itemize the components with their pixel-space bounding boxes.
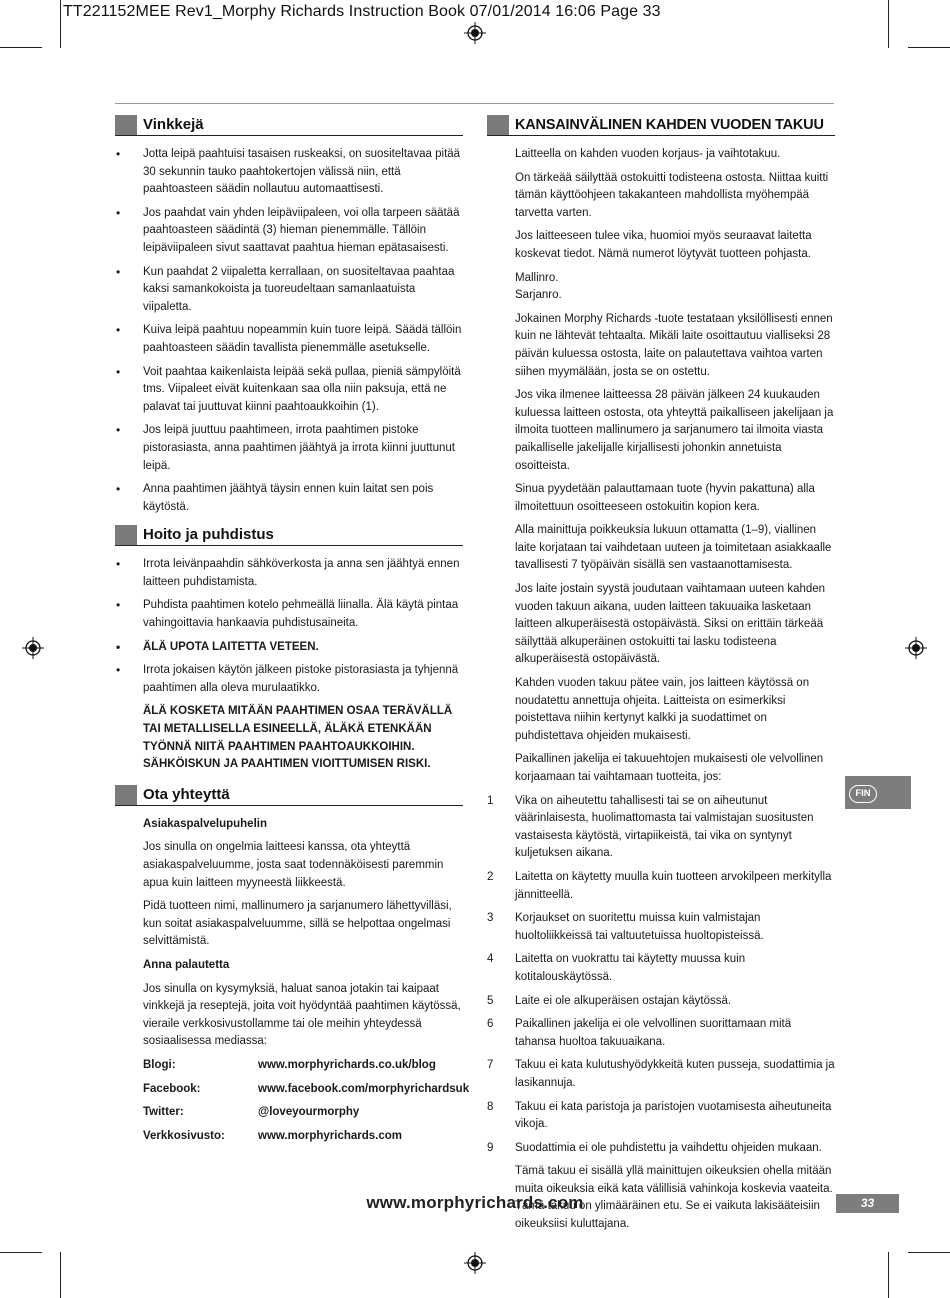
warning-text: ÄLÄ KOSKETA MITÄÄN PAAHTIMEN OSAA TERÄVÄLLÄ TAI METALLISELLA ESINEELLÄ, ÄLÄKÄ ETENKÄÄN TYÖNNÄ NIITÄ PAAHTIMEN PAAHTOAUKKOIHIN. SÄHKÖISKUN JA PAAHTIMEN VIOITTUMISEN RISKI. — [143, 705, 453, 771]
item-number: 5 — [487, 994, 494, 1007]
list-item — [487, 793, 835, 863]
registration-mark-icon — [22, 637, 44, 659]
paragraph: Jos laite jostain syystä joudutaan vaihtamaan uuteen kahden vuoden takuun aikana, uuden laitteen takuuaika lasketaan laitteen alkuperäisestä ostopäivästä. Siksi on erittäin tärkeää säilyttää alkuperäinen ostokuitti tai lasku todisteena alkuperäisestä ostopäivästä. — [515, 583, 826, 666]
item-text: Takuu ei kata paristoja ja paristojen vuotamisesta aiheutuneita vikoja. — [515, 1100, 832, 1131]
list-item — [487, 869, 835, 904]
print-header: TT221152MEE Rev1_Morphy Richards Instruction Book 07/01/2014 16:06 Page 33 — [63, 3, 661, 20]
contact-label: Facebook: — [143, 1082, 201, 1095]
list-item: • Kun paahdat 2 viipaletta kerrallaan, on suositeltavaa paahtaa kaksi samankokoista ja tuoreudeltaan samanlaatuista viipaletta. — [115, 264, 463, 317]
list-item — [487, 1016, 835, 1051]
item-text: Vika on aiheutettu tahallisesti tai se on aiheutunut väärinlaisesta, huolimattomasta tai valmistajan suositusten vastaisesta käytöstä, virtapiikeistä, tai vika on syntynyt kuljetuksen aikana. — [515, 794, 814, 860]
subheading: Anna palautetta — [143, 958, 230, 971]
paragraph: Paikallinen jakelija ei takuuehtojen mukaisesti ole velvollinen korjaamaan tai vaihtamaan tuotteita, jos: — [515, 753, 824, 783]
contact-link[interactable]: www.facebook.com/morphyrichardsuk — [258, 1082, 470, 1095]
registration-mark-icon — [905, 637, 927, 659]
list-item — [487, 993, 835, 1011]
tips-list — [115, 146, 463, 516]
crop-mark-right-h-bottom — [908, 1252, 950, 1253]
footer-url: www.morphyrichards.com — [366, 1193, 584, 1212]
contact-row-website — [143, 1128, 463, 1146]
list-item: • Irrota jokaisen käytön jälkeen pistoke pistorasiasta ja tyhjennä paahtimen alla oleva murulaatikko. — [115, 662, 463, 697]
contact-row-twitter — [143, 1104, 463, 1122]
section-header-vinkkeja — [115, 114, 463, 136]
subheading: Asiakaspalvelupuhelin — [143, 817, 267, 830]
paragraph: Jos vika ilmenee laitteessa 28 päivän jälkeen 24 kuukauden kuluessa laitteen ostosta, ota yhteyttä paikalliseen jakelijaan ja ilmoita tuotteen mallinumero ja sarjanumero tai ilmoita viasta paikalliselle jakelijalle kirjallisesti johonkin annetuista osoitteista. — [515, 389, 834, 472]
list-item: • Puhdista paahtimen kotelo pehmeällä liinalla. Älä käytä pintaa vahingoittavia hankaavia puhdistusaineita. — [115, 597, 463, 632]
paragraph: Tämä takuu ei sisällä yllä mainittujen oikeuksien ohella mitään muita oikeuksia eikä kata välillisiä vahinkoja koskevia vaateita. Tämä takuu on ylimääräinen etu. Se ei vaikuta lakisääteisiin oikeuksiisi kuluttajana. — [515, 1165, 833, 1231]
contact-label: Twitter: — [143, 1106, 184, 1119]
list-item: • ÄLÄ UPOTA LAITETTA VETEEN. — [115, 639, 463, 657]
model-number-label: Mallinro. — [515, 271, 559, 284]
paragraph: Jos sinulla on ongelmia laitteesi kanssa, ota yhteyttä asiakaspalveluumme, josta saat todennäköisesti paremmin apua kuin laitteen myyneestä liikkeestä. — [143, 841, 444, 889]
crop-mark-bottom-right — [888, 1252, 889, 1298]
list-item: • Jos leipä juuttuu paahtimeen, irrota paahtimen pistoke pistorasiasta, anna paahtimen jäähtyä ja irrota kiinni juuttunut leipä. — [115, 422, 463, 475]
section-header-warranty — [487, 114, 835, 136]
item-number: 8 — [487, 1100, 494, 1113]
item-number: 2 — [487, 870, 494, 883]
paragraph: Laitteella on kahden vuoden korjaus- ja vaihtotakuu. — [515, 148, 781, 160]
contact-section — [115, 816, 470, 1146]
list-item — [487, 951, 835, 986]
right-column — [487, 114, 835, 1240]
item-number: 6 — [487, 1018, 494, 1031]
crop-mark-left-h-bottom — [0, 1252, 42, 1253]
section-square-icon — [115, 115, 137, 135]
section-square-icon — [115, 785, 137, 805]
paragraph: Alla mainittuja poikkeuksia lukuun ottamatta (1–9), viallinen laite korjataan tai vaihdetaan uuteen ja toimitetaan asiakkaalle tavallisesti 7 työpäivän sisällä sen vastaanottamisesta. — [515, 524, 832, 572]
registration-mark-icon — [464, 1252, 486, 1274]
list-item: • Voit paahtaa kaikenlaista leipää sekä pullaa, pieniä sämpylöitä tms. Viipaleet eivät kuitenkaan saa olla niin paksuja, että ne palavat tai juuttuvat kiinni paahtoaukkoihin (1). — [115, 364, 463, 417]
list-item — [487, 1140, 835, 1158]
item-text: Paikallinen jakelija ei ole velvollinen suorittamaan mitä tahansa huoltoa takuuaikana. — [515, 1018, 792, 1048]
item-number: 7 — [487, 1059, 494, 1072]
paragraph: Kahden vuoden takuu pätee vain, jos laitteen käytössä on noudatettu annettuja ohjeita. Laitteista on esimerkiksi poistettava niihin kertynyt kalkki ja suodattimet on puhdistettava ohjeiden mukaisesti. — [515, 677, 810, 742]
paragraph: Jos sinulla on kysymyksiä, haluat sanoa jotakin tai kaipaat vinkkejä ja reseptejä, joita voit hyödyntää paahtimen käytössä, vieraile verkkosivustollamme tai ole meihin yhteydessä sosiaalisessa mediassa: — [143, 982, 461, 1048]
item-number: 3 — [487, 912, 494, 925]
item-text: Korjaukset on suoritettu muissa kuin valmistajan huoltoliikkeissä tai valtuutetuissa huoltopisteissä. — [515, 912, 764, 942]
item-number: 9 — [487, 1141, 494, 1154]
section-header-ota — [115, 784, 463, 806]
section-title: Hoito ja puhdistus — [143, 526, 274, 544]
serial-number-label: Sarjanro. — [515, 289, 562, 302]
exceptions-list — [487, 793, 835, 1158]
item-text: Laitetta on käytetty muulla kuin tuotteen arvokilpeen merkitylla jännitteellä. — [515, 870, 832, 901]
section-title: KANSAINVÄLINEN KAHDEN VUODEN TAKUU — [515, 117, 824, 133]
paragraph: Pidä tuotteen nimi, mallinumero ja sarjanumero lähettyvilläsi, kun soitat asiakaspalveluumme, sillä se helpottaa ongelmasi selvittämistä. — [143, 900, 452, 948]
paragraph: Sinua pyydetään palauttamaan tuote (hyvin pakattuna) alla ilmoitettuun osoitteeseen ostokuitin kopion kera. — [515, 483, 815, 513]
section-square-icon — [115, 525, 137, 545]
crop-mark-top-right — [888, 0, 889, 48]
list-item: • Jos paahdat vain yhden leipäviipaleen, voi olla tarpeen säätää paahtoasteen säädintä (3) hieman pienemmälle. Tällöin leipäviipaleen sivut saattavat paahtua hieman epätasaisesti. — [115, 205, 463, 258]
contact-link[interactable]: www.morphyrichards.co.uk/blog — [258, 1058, 436, 1071]
contact-label: Verkkosivusto: — [143, 1129, 225, 1142]
crop-mark-top-left — [60, 0, 61, 48]
item-text: Laite ei ole alkuperäisen ostajan käytössä. — [515, 994, 732, 1007]
item-text: Takuu ei kata kulutushyödykkeitä kuten pusseja, suodattimia ja lasikannuja. — [515, 1059, 835, 1089]
list-item: • Anna paahtimen jäähtyä täysin ennen kuin laitat sen pois käytöstä. — [115, 481, 463, 516]
list-item — [487, 910, 835, 945]
contact-label: Blogi: — [143, 1058, 176, 1071]
language-tab — [845, 776, 911, 809]
item-number: 4 — [487, 953, 494, 966]
section-square-icon — [487, 115, 509, 135]
top-rule — [115, 103, 834, 104]
contact-row-blog — [143, 1057, 463, 1075]
crop-mark-left-h — [0, 47, 42, 48]
crop-mark-right-h — [908, 47, 950, 48]
crop-mark-bottom-left — [60, 1252, 61, 1298]
contact-link[interactable]: www.morphyrichards.com — [258, 1129, 402, 1142]
section-header-hoito — [115, 524, 463, 546]
care-list — [115, 556, 463, 697]
paragraph: Jos laitteeseen tulee vika, huomioi myös seuraavat laitetta koskevat tiedot. Nämä numerot löytyvät tuotteen pohjasta. — [515, 230, 812, 260]
item-number: 1 — [487, 794, 494, 807]
registration-mark-icon — [464, 22, 486, 44]
paragraph: Jokainen Morphy Richards -tuote testataan yksilöllisesti ennen kuin ne lähtevät tehtaalta. Mikäli laite osoittautuu vialliseksi 28 päivän kuluessa ostosta, laite on palautettava vaihtoa varten siihen myymälään, josta se on ostettu. — [515, 312, 833, 378]
item-text: Suodattimia ei ole puhdistettu ja vaihdettu ohjeiden mukaan. — [515, 1141, 822, 1154]
list-item: • Kuiva leipä paahtuu nopeammin kuin tuore leipä. Säädä tällöin paahtoasteen säädin tavallista pienemmälle asetukselle. — [115, 322, 463, 357]
item-text: Laitetta on vuokrattu tai käytetty muussa kuin kotitalouskäytössä. — [515, 953, 746, 983]
contact-row-facebook — [143, 1081, 470, 1099]
list-item — [487, 1057, 835, 1092]
section-title: Ota yhteyttä — [143, 785, 230, 803]
paragraph: On tärkeää säilyttää ostokuitti todisteena ostosta. Niittaa kuitti tämän käyttöohjeen takakanteen mahdollista myöhempää tarvetta varten. — [515, 171, 829, 219]
page-number: 33 — [836, 1194, 899, 1213]
list-item: • Jotta leipä paahtuisi tasaisen ruskeaksi, on suositeltavaa pitää 30 sekunnin tauko paahtokertojen välissä niin, että paahtoasteen säädin nollautuu automaattisesti. — [115, 146, 463, 199]
list-item: • Irrota leivänpaahdin sähköverkosta ja anna sen jäähtyä ennen laitteen puhdistamista. — [115, 556, 463, 591]
left-column — [115, 114, 470, 1151]
list-item — [487, 1099, 835, 1134]
contact-link[interactable]: @loveyourmorphy — [258, 1106, 360, 1119]
section-title: Vinkkejä — [143, 116, 204, 133]
language-tab-label: FIN — [849, 785, 877, 803]
